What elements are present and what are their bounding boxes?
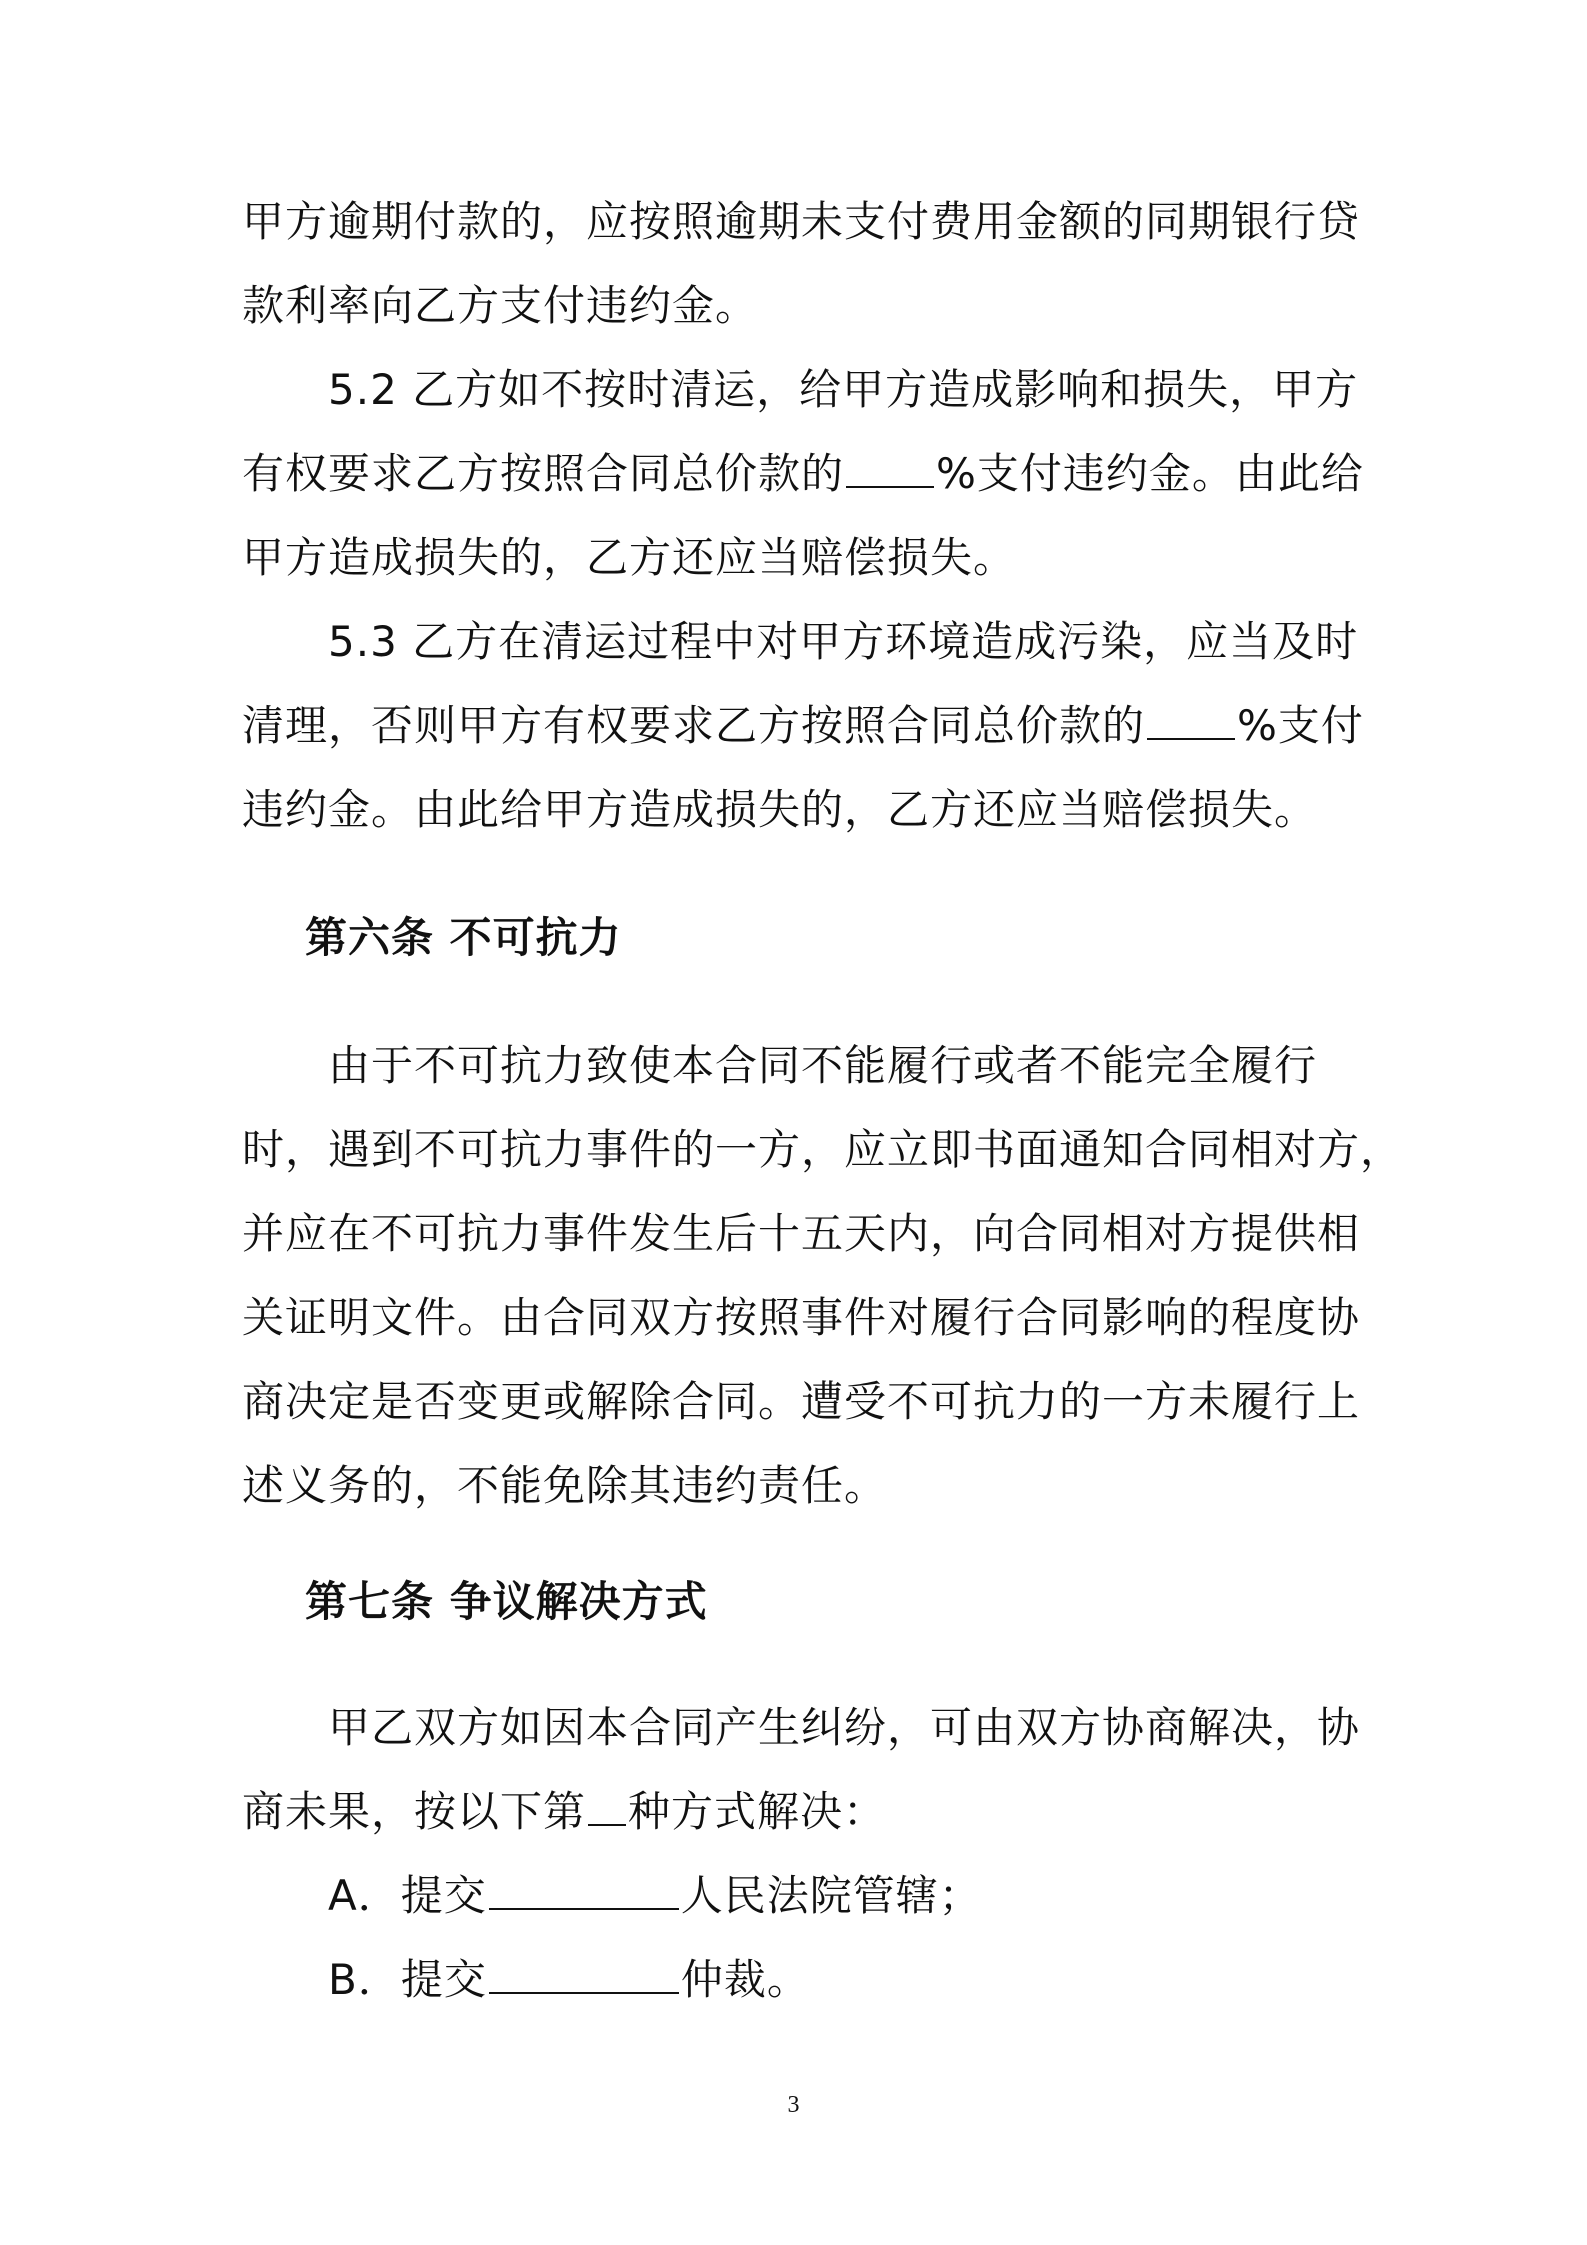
article-7-heading: 第七条 争议解决方式 <box>305 1577 708 1626</box>
clause-5-3-line: 5.3 乙方在清运过程中对甲方环境造成污染，应当及时 <box>328 617 1359 666</box>
clause-5-2-line <box>242 446 1364 502</box>
option-a-text: A．提交 <box>328 1871 487 1920</box>
percentage-blank <box>1147 702 1235 740</box>
percentage-blank <box>846 450 934 488</box>
article-6-line: 关证明文件。由合同双方按照事件对履行合同影响的程度协 <box>242 1293 1361 1342</box>
clause-5-2-text: 有权要求乙方按照合同总价款的 <box>242 449 845 498</box>
arbitration-name-blank <box>489 1956 679 1994</box>
court-name-blank <box>489 1872 679 1910</box>
article-6-line: 并应在不可抗力事件发生后十五天内，向合同相对方提供相 <box>242 1209 1361 1258</box>
article-7-line <box>242 1784 886 1840</box>
clause-5-3-text: 清理，否则甲方有权要求乙方按照合同总价款的 <box>242 701 1146 750</box>
article-6-line: 由于不可抗力致使本合同不能履行或者不能完全履行 <box>328 1041 1318 1090</box>
paragraph-line: 甲方逾期付款的，应按照逾期未支付费用金额的同期银行贷 <box>242 197 1361 246</box>
article-7-line: 甲乙双方如因本合同产生纠纷，可由双方协商解决，协 <box>328 1703 1361 1752</box>
article-6-heading: 第六条 不可抗力 <box>305 913 622 962</box>
clause-5-2-line: 5.2 乙方如不按时清运，给甲方造成影响和损失，甲方 <box>328 365 1359 414</box>
option-b-line <box>328 1952 810 2008</box>
article-6-line: 时，遇到不可抗力事件的一方，应立即书面通知合同相对方， <box>242 1125 1404 1174</box>
article-7-text: 商未果，按以下第 <box>242 1787 587 1836</box>
clause-5-2-line: 甲方造成损失的，乙方还应当赔偿损失。 <box>242 533 1017 582</box>
method-number-blank <box>588 1788 626 1826</box>
paragraph-line: 款利率向乙方支付违约金。 <box>242 281 759 330</box>
article-7-text: 种方式解决： <box>628 1787 887 1836</box>
option-a-line <box>328 1868 982 1924</box>
option-a-text: 人民法院管辖； <box>680 1871 982 1920</box>
clause-5-3-line <box>242 698 1364 754</box>
option-b-text: B．提交 <box>328 1955 487 2004</box>
clause-5-3-text: %支付 <box>1237 701 1364 750</box>
option-b-text: 仲裁。 <box>680 1955 810 2004</box>
clause-5-2-text: %支付违约金。由此给 <box>936 449 1364 498</box>
article-6-line: 述义务的，不能免除其违约责任。 <box>242 1461 888 1510</box>
article-6-line: 商决定是否变更或解除合同。遭受不可抗力的一方未履行上 <box>242 1377 1361 1426</box>
page-number: 3 <box>787 2092 800 2118</box>
clause-5-3-line: 违约金。由此给甲方造成损失的，乙方还应当赔偿损失。 <box>242 785 1318 834</box>
